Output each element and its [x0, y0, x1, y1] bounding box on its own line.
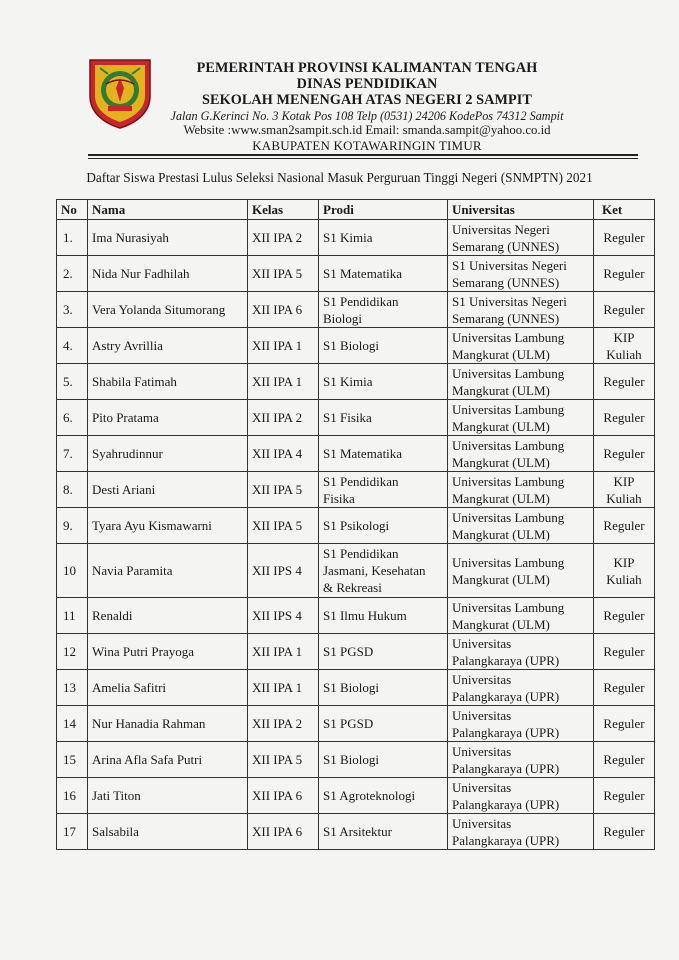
cell-universitas-text: Universitas Lambung Mangkurat (ULM): [452, 401, 565, 434]
table-row: [57, 544, 655, 598]
table-row: [57, 508, 655, 544]
cell-ket: [594, 256, 655, 292]
cell-nama-text: Arina Afla Safa Putri: [92, 752, 203, 767]
cell-kelas-text: XII IPA 2: [252, 230, 303, 245]
cell-nama-text: Amelia Safitri: [92, 680, 167, 695]
cell-ket-text: Reguler: [603, 374, 645, 389]
cell-kelas-text: XII IPA 6: [252, 824, 303, 839]
cell-prodi: [319, 256, 448, 292]
cell-ket: [594, 544, 655, 598]
cell-nama-text: Shabila Fatimah: [92, 374, 177, 389]
cell-ket: [594, 328, 655, 364]
cell-no: [57, 742, 88, 778]
cell-nama-text: Syahrudinnur: [92, 446, 163, 461]
cell-kelas-text: XII IPA 5: [252, 752, 303, 767]
cell-nama: [88, 544, 248, 598]
cell-nama-text: Astry Avrillia: [92, 338, 163, 353]
cell-universitas: [448, 256, 594, 292]
cell-prodi-text: S1 PGSD: [323, 644, 374, 659]
cell-prodi: [319, 778, 448, 814]
cell-prodi: [319, 598, 448, 634]
cell-no-text: 16: [63, 788, 76, 803]
cell-kelas-text: XII IPA 4: [252, 446, 303, 461]
cell-ket: [594, 706, 655, 742]
cell-kelas-text: XII IPA 5: [252, 266, 303, 281]
cell-nama: [88, 634, 248, 670]
cell-prodi-text: S1 Kimia: [323, 230, 373, 245]
cell-ket-text: Reguler: [603, 644, 645, 659]
header-no: No: [57, 200, 88, 220]
cell-kelas: [248, 256, 319, 292]
cell-prodi: [319, 400, 448, 436]
cell-ket: [594, 220, 655, 256]
cell-prodi: [319, 742, 448, 778]
cell-universitas-text: S1 Universitas Negeri Semarang (UNNES): [452, 293, 567, 326]
cell-prodi-text: S1 Biologi: [323, 338, 379, 353]
cell-prodi: [319, 814, 448, 850]
cell-ket-text: Reguler: [603, 446, 645, 461]
cell-prodi: [319, 634, 448, 670]
document-title: Daftar Siswa Prestasi Lulus Seleksi Nasional Masuk Perguruan Tinggi Negeri (SNMPTN) 2021: [86, 170, 593, 185]
cell-kelas-text: XII IPA 5: [252, 482, 303, 497]
cell-universitas-text: Universitas Palangkaraya (UPR): [452, 743, 560, 776]
cell-ket: [594, 364, 655, 400]
cell-nama-text: Salsabila: [92, 824, 139, 839]
cell-ket-text: Reguler: [603, 608, 645, 623]
cell-prodi-text: S1 Kimia: [323, 374, 373, 389]
cell-universitas: [448, 400, 594, 436]
cell-kelas-text: XII IPS 4: [252, 608, 302, 623]
cell-kelas-text: XII IPS 4: [252, 563, 302, 578]
cell-ket: [594, 742, 655, 778]
school-address: Jalan G.Kerinci No. 3 Kotak Pos 108 Telp (0531) 24206 KodePos 74312 Sampit: [170, 109, 564, 123]
cell-prodi: [319, 292, 448, 328]
cell-ket: [594, 472, 655, 508]
cell-nama-text: Navia Paramita: [92, 563, 173, 578]
cell-kelas: [248, 778, 319, 814]
cell-no: [57, 814, 88, 850]
cell-universitas-text: Universitas Lambung Mangkurat (ULM): [452, 473, 565, 506]
cell-nama-text: Nur Hanadia Rahman: [92, 716, 206, 731]
cell-kelas: [248, 508, 319, 544]
cell-ket: [594, 778, 655, 814]
cell-no: [57, 508, 88, 544]
regency-name: KABUPATEN KOTAWARINGIN TIMUR: [252, 138, 482, 153]
table-row: [57, 472, 655, 508]
cell-kelas: [248, 436, 319, 472]
cell-no-text: 15: [63, 752, 76, 767]
cell-universitas: [448, 670, 594, 706]
table-row: [57, 598, 655, 634]
header-nama: Nama: [88, 200, 248, 220]
cell-no: [57, 328, 88, 364]
cell-universitas-text: Universitas Lambung Mangkurat (ULM): [452, 554, 565, 587]
cell-nama: [88, 598, 248, 634]
cell-universitas: [448, 472, 594, 508]
cell-nama-text: Nida Nur Fadhilah: [92, 266, 190, 281]
cell-kelas-text: XII IPA 6: [252, 788, 303, 803]
cell-no-text: 7.: [63, 446, 73, 461]
cell-kelas: [248, 328, 319, 364]
cell-universitas: [448, 598, 594, 634]
table-row: [57, 634, 655, 670]
cell-universitas: [448, 220, 594, 256]
cell-universitas-text: Universitas Lambung Mangkurat (ULM): [452, 599, 565, 632]
cell-universitas-text: Universitas Negeri Semarang (UNNES): [452, 221, 560, 254]
cell-prodi-text: S1 Arsitektur: [323, 824, 392, 839]
cell-no-text: 11: [63, 608, 76, 623]
cell-universitas: [448, 364, 594, 400]
cell-ket-text: Reguler: [603, 230, 645, 245]
cell-no-text: 3.: [63, 302, 73, 317]
cell-prodi-text: S1 Agroteknologi: [323, 788, 416, 803]
cell-kelas: [248, 634, 319, 670]
cell-kelas-text: XII IPA 1: [252, 644, 303, 659]
cell-no-text: 17: [63, 824, 76, 839]
cell-no-text: 14: [63, 716, 76, 731]
cell-nama-text: Pito Pratama: [92, 410, 159, 425]
cell-kelas-text: XII IPA 1: [252, 680, 303, 695]
table-row: [57, 436, 655, 472]
table-row: [57, 292, 655, 328]
department-name: DINAS PENDIDIKAN: [296, 76, 438, 92]
cell-nama: [88, 472, 248, 508]
cell-prodi-text: S1 Pendidikan Fisika: [323, 473, 399, 506]
cell-ket: [594, 634, 655, 670]
cell-prodi-text: S1 Psikologi: [323, 518, 390, 533]
cell-no-text: 10: [63, 563, 76, 578]
cell-ket-text: Reguler: [603, 752, 645, 767]
table-row: [57, 400, 655, 436]
cell-ket: [594, 670, 655, 706]
cell-no: [57, 292, 88, 328]
cell-universitas: [448, 634, 594, 670]
cell-ket-text: Reguler: [603, 680, 645, 695]
cell-kelas: [248, 742, 319, 778]
cell-no-text: 2.: [63, 266, 73, 281]
table-row: [57, 328, 655, 364]
cell-nama-text: Desti Ariani: [92, 482, 156, 497]
cell-kelas-text: XII IPA 2: [252, 716, 303, 731]
cell-universitas: [448, 292, 594, 328]
cell-ket-text: Reguler: [603, 824, 645, 839]
cell-nama-text: Renaldi: [92, 608, 133, 623]
cell-ket-text: Reguler: [603, 302, 645, 317]
cell-nama-text: Wina Putri Prayoga: [92, 644, 195, 659]
cell-prodi: [319, 670, 448, 706]
cell-nama: [88, 364, 248, 400]
table-row: [57, 220, 655, 256]
provincial-emblem-icon: [86, 56, 154, 130]
cell-prodi-text: S1 Fisika: [323, 410, 372, 425]
cell-ket-text: KIP Kuliah: [606, 473, 642, 506]
table-body: [57, 220, 655, 850]
cell-prodi: [319, 706, 448, 742]
cell-kelas-text: XII IPA 6: [252, 302, 303, 317]
cell-nama-text: Vera Yolanda Situmorang: [92, 302, 226, 317]
header-prodi: Prodi: [319, 200, 448, 220]
cell-no-text: 13: [63, 680, 76, 695]
cell-kelas-text: XII IPA 1: [252, 374, 303, 389]
header-universitas: Universitas: [448, 200, 594, 220]
cell-kelas-text: XII IPA 5: [252, 518, 303, 533]
cell-no: [57, 598, 88, 634]
cell-ket: [594, 814, 655, 850]
cell-kelas-text: XII IPA 2: [252, 410, 303, 425]
cell-universitas: [448, 436, 594, 472]
letterhead-divider: [88, 154, 638, 156]
cell-kelas: [248, 598, 319, 634]
student-table: [56, 199, 655, 850]
cell-ket: [594, 436, 655, 472]
cell-universitas-text: Universitas Palangkaraya (UPR): [452, 635, 560, 668]
cell-ket: [594, 400, 655, 436]
letterhead: [150, 60, 584, 154]
table-row: [57, 778, 655, 814]
school-contact: Website :www.sman2sampit.sch.id Email: smanda.sampit@yahoo.co.id: [183, 123, 551, 137]
cell-nama: [88, 220, 248, 256]
cell-nama: [88, 400, 248, 436]
cell-kelas: [248, 472, 319, 508]
cell-no-text: 8.: [63, 482, 73, 497]
cell-prodi-text: S1 Biologi: [323, 680, 379, 695]
cell-no: [57, 436, 88, 472]
cell-nama: [88, 508, 248, 544]
cell-prodi-text: S1 Ilmu Hukum: [323, 608, 407, 623]
cell-ket-text: Reguler: [603, 788, 645, 803]
cell-prodi: [319, 544, 448, 598]
cell-no: [57, 634, 88, 670]
table-row: [57, 670, 655, 706]
cell-prodi-text: S1 PGSD: [323, 716, 374, 731]
cell-ket: [594, 598, 655, 634]
cell-kelas-text: XII IPA 1: [252, 338, 303, 353]
cell-universitas: [448, 814, 594, 850]
table-row: [57, 742, 655, 778]
cell-kelas: [248, 220, 319, 256]
cell-ket-text: KIP Kuliah: [606, 329, 642, 362]
cell-no-text: 4.: [63, 338, 73, 353]
cell-prodi: [319, 472, 448, 508]
cell-nama: [88, 328, 248, 364]
cell-universitas: [448, 544, 594, 598]
cell-ket-text: Reguler: [603, 410, 645, 425]
cell-prodi-text: S1 Pendidikan Biologi: [323, 293, 399, 326]
table-row: [57, 364, 655, 400]
cell-nama-text: Ima Nurasiyah: [92, 230, 169, 245]
school-name: SEKOLAH MENENGAH ATAS NEGERI 2 SAMPIT: [202, 92, 532, 108]
cell-universitas: [448, 328, 594, 364]
cell-no: [57, 400, 88, 436]
cell-universitas-text: S1 Universitas Negeri Semarang (UNNES): [452, 257, 567, 290]
cell-nama-text: Jati Titon: [92, 788, 141, 803]
cell-nama: [88, 292, 248, 328]
cell-no: [57, 544, 88, 598]
cell-universitas-text: Universitas Palangkaraya (UPR): [452, 671, 560, 704]
cell-ket-text: KIP Kuliah: [606, 554, 642, 587]
cell-no: [57, 364, 88, 400]
cell-no-text: 9.: [63, 518, 73, 533]
cell-no: [57, 778, 88, 814]
table-header-row: [57, 200, 655, 220]
cell-prodi-text: S1 Matematika: [323, 266, 403, 281]
cell-universitas-text: Universitas Lambung Mangkurat (ULM): [452, 437, 565, 470]
cell-kelas: [248, 292, 319, 328]
table-row: [57, 256, 655, 292]
cell-kelas: [248, 706, 319, 742]
cell-nama: [88, 778, 248, 814]
cell-prodi: [319, 436, 448, 472]
cell-universitas: [448, 706, 594, 742]
cell-universitas: [448, 778, 594, 814]
cell-nama: [88, 742, 248, 778]
cell-prodi-text: S1 Matematika: [323, 446, 403, 461]
cell-universitas-text: Universitas Palangkaraya (UPR): [452, 707, 560, 740]
cell-universitas-text: Universitas Palangkaraya (UPR): [452, 779, 560, 812]
cell-no: [57, 670, 88, 706]
cell-prodi: [319, 328, 448, 364]
letterhead-divider-thin: [88, 158, 638, 159]
cell-nama: [88, 814, 248, 850]
cell-ket-text: Reguler: [603, 266, 645, 281]
cell-universitas: [448, 508, 594, 544]
cell-kelas: [248, 544, 319, 598]
cell-no-text: 12: [63, 644, 76, 659]
cell-nama: [88, 436, 248, 472]
cell-ket-text: Reguler: [603, 716, 645, 731]
cell-no-text: 5.: [63, 374, 73, 389]
cell-kelas: [248, 364, 319, 400]
cell-ket-text: Reguler: [603, 518, 645, 533]
cell-no: [57, 256, 88, 292]
cell-universitas-text: Universitas Palangkaraya (UPR): [452, 815, 560, 848]
cell-universitas-text: Universitas Lambung Mangkurat (ULM): [452, 365, 565, 398]
cell-universitas: [448, 742, 594, 778]
cell-universitas-text: Universitas Lambung Mangkurat (ULM): [452, 329, 565, 362]
table-row: [57, 814, 655, 850]
cell-kelas: [248, 400, 319, 436]
cell-nama: [88, 670, 248, 706]
cell-kelas: [248, 814, 319, 850]
cell-no: [57, 472, 88, 508]
header-ket: Ket: [594, 200, 655, 220]
cell-kelas: [248, 670, 319, 706]
cell-no-text: 1.: [63, 230, 73, 245]
table-row: [57, 706, 655, 742]
cell-no: [57, 220, 88, 256]
cell-no: [57, 706, 88, 742]
cell-nama: [88, 256, 248, 292]
cell-prodi: [319, 364, 448, 400]
cell-prodi-text: S1 Biologi: [323, 752, 379, 767]
cell-universitas-text: Universitas Lambung Mangkurat (ULM): [452, 509, 565, 542]
cell-nama-text: Tyara Ayu Kismawarni: [92, 518, 212, 533]
cell-prodi: [319, 220, 448, 256]
cell-nama: [88, 706, 248, 742]
cell-ket: [594, 508, 655, 544]
cell-prodi-text: S1 Pendidikan Jasmani, Kesehatan & Rekreasi: [323, 546, 426, 595]
cell-ket: [594, 292, 655, 328]
header-kelas: Kelas: [248, 200, 319, 220]
cell-prodi: [319, 508, 448, 544]
government-name: PEMERINTAH PROVINSI KALIMANTAN TENGAH: [196, 60, 538, 76]
cell-no-text: 6.: [63, 410, 73, 425]
